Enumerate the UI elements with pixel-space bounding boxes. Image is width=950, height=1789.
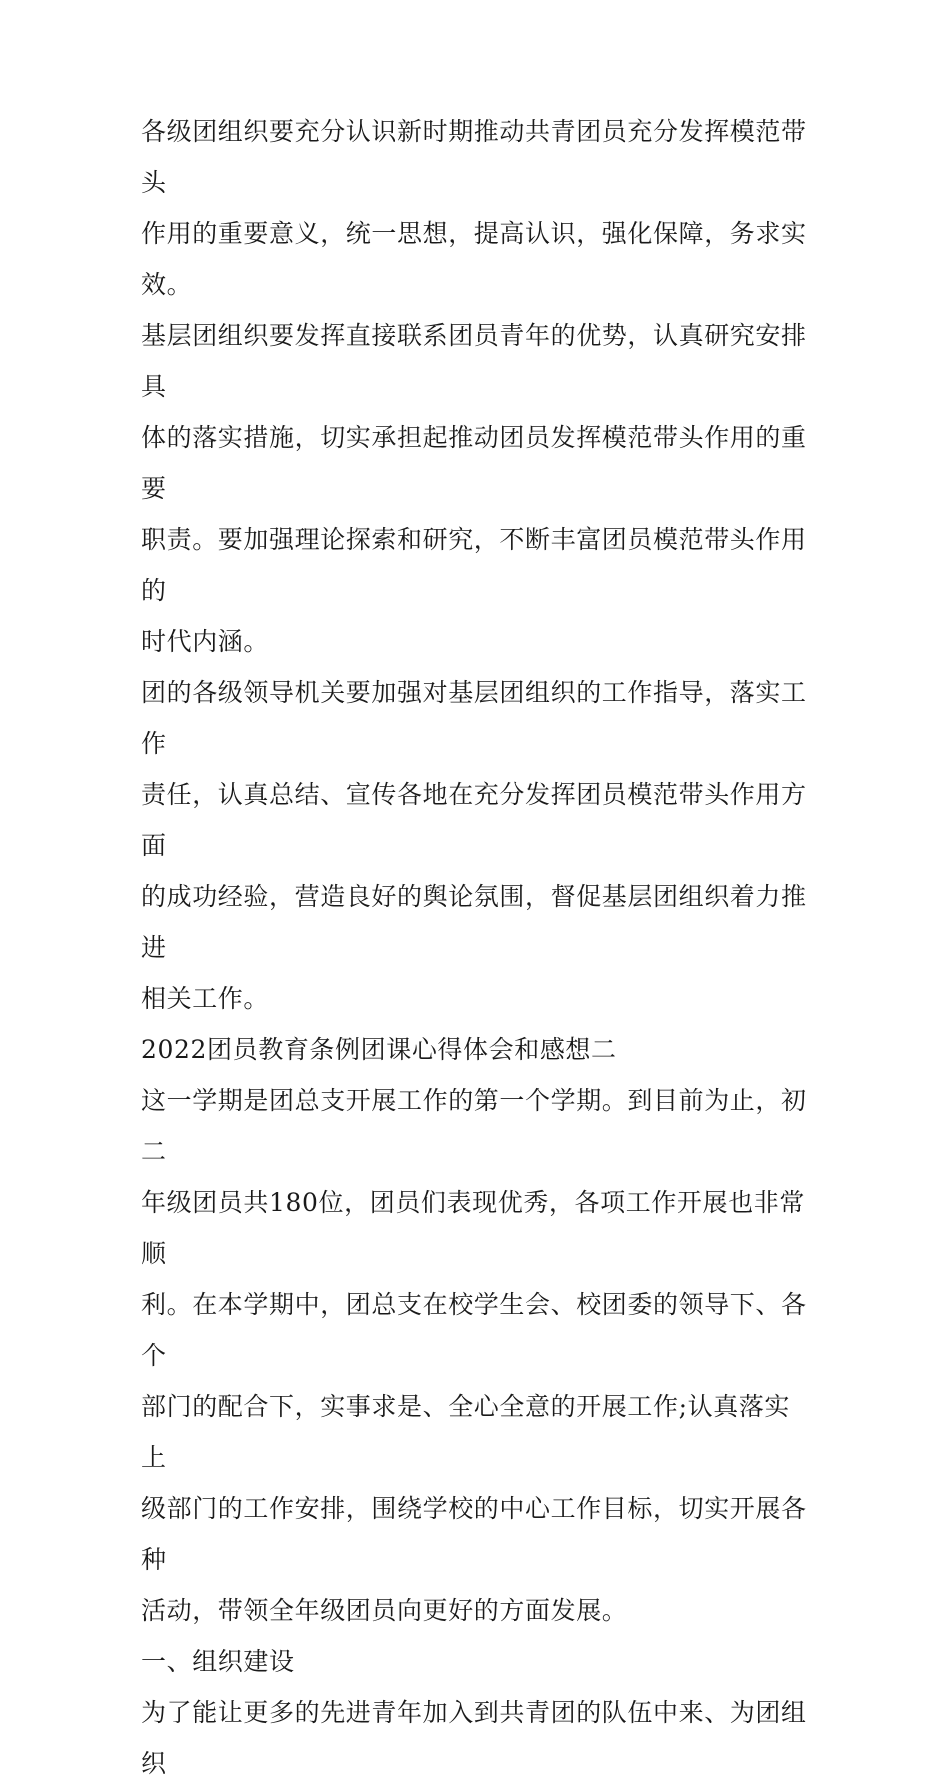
paragraph-grassroots-organizations: 基层团组织要发挥直接联系团员青年的优势，认真研究安排具 体的落实措施，切实承担起推动团员发挥模范带头作用的重要 职责。要加强理论探索和研究，不断丰富团员模范带头作用的 时代内涵。 (141, 321, 807, 656)
section-heading-part-two: 2022团员教育条例团课心得体会和感想二 (141, 1035, 617, 1064)
paragraph-recruitment: 为了能让更多的先进青年加入到共青团的队伍中来、为团组织 (141, 1698, 807, 1778)
paragraph-semester-summary: 这一学期是团总支开展工作的第一个学期。到目前为止，初二 年级团员共180位，团员们表现优秀，各项工作开展也非常顺 利。在本学期中，团总支在校学生会、校团委的领导下、各个 部门的配合下，实事求是、全心全意的开展工作;认真落实上 级部门的工作安排，围绕学校的中心工作目标，切实开展各种 活动，带领全年级团员向更好的方面发展。 (141, 1086, 807, 1625)
subheading-organization-building: 一、组织建设 (141, 1647, 295, 1676)
paragraph-leadership-awareness: 各级团组织要充分认识新时期推动共青团员充分发挥模范带头 作用的重要意义，统一思想，提高认识，强化保障，务求实 效。 (141, 117, 807, 299)
document-body (141, 106, 813, 1789)
paragraph-leading-organs: 团的各级领导机关要加强对基层团组织的工作指导，落实工作 责任，认真总结、宣传各地在充分发挥团员模范带头作用方面 的成功经验，营造良好的舆论氛围，督促基层团组织着力推进 相关工作。 (141, 678, 807, 1013)
